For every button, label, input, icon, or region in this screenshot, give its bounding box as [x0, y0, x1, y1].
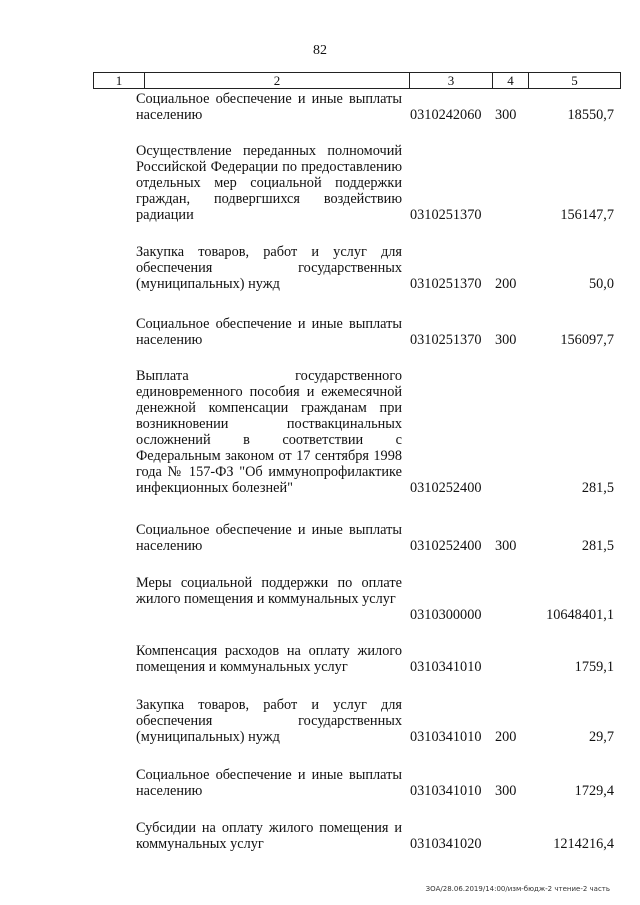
- row-description: Социальное обеспечение и иные выплаты населению: [136, 522, 402, 554]
- row-code: 0310242060: [410, 107, 482, 123]
- row-description: Субсидии на оплату жилого помещения и коммунальных услуг: [136, 820, 402, 852]
- row-description: Меры социальной поддержки по оплате жилого помещения и коммунальных услуг: [136, 575, 402, 607]
- row-expense-type: 300: [495, 107, 517, 123]
- page-number: 82: [313, 43, 327, 58]
- row-code: 0310341010: [410, 783, 482, 799]
- row-code: 0310252400: [410, 480, 482, 496]
- row-amount: 1729,4: [574, 783, 614, 799]
- row-description: Социальное обеспечение и иные выплаты населению: [136, 91, 402, 123]
- column-header-5: 5: [529, 73, 621, 89]
- row-amount: 10648401,1: [546, 607, 614, 623]
- row-amount: 156097,7: [560, 332, 614, 348]
- row-amount: 156147,7: [560, 207, 614, 223]
- row-amount: 50,0: [588, 276, 614, 292]
- row-description: Компенсация расходов на оплату жилого помещения и коммунальных услуг: [136, 643, 402, 675]
- row-code: 0310251370: [410, 207, 482, 223]
- row-description: Закупка товаров, работ и услуг для обеспечения государственных (муниципальных) нужд: [136, 697, 402, 745]
- row-amount: 281,5: [581, 480, 614, 496]
- row-code: 0310252400: [410, 538, 482, 554]
- column-header-4: 4: [493, 73, 529, 89]
- row-expense-type: 300: [495, 783, 517, 799]
- row-description: Осуществление переданных полномочий Российской Федерации по предоставлению отдельных мер социальной поддержки граждан, подвергшихся воздействию радиации: [136, 143, 402, 223]
- row-expense-type: 300: [495, 332, 517, 348]
- row-code: 0310251370: [410, 332, 482, 348]
- row-description: Выплата государственного единовременного пособия и ежемесячной денежной компенсации гражданам при возникновении поствакцинальных осложнений в соответствии с Федеральным законом от 17 сентября 1998 года № 157-ФЗ "Об иммунопрофилактике инфекционных болезней": [136, 368, 402, 496]
- column-header-2: 2: [145, 73, 410, 89]
- row-amount: 1759,1: [574, 659, 614, 675]
- row-description: Закупка товаров, работ и услуг для обеспечения государственных (муниципальных) нужд: [136, 244, 402, 292]
- column-header-3: 3: [410, 73, 493, 89]
- row-amount: 1214216,4: [553, 836, 614, 852]
- row-code: 0310341010: [410, 729, 482, 745]
- column-header-1: 1: [94, 73, 145, 89]
- row-expense-type: 200: [495, 276, 517, 292]
- row-code: 0310341020: [410, 836, 482, 852]
- row-expense-type: 300: [495, 538, 517, 554]
- document-footer-stamp: ЗОА/28.06.2019/14:00/изм-бюдж-2 чтение-2 часть: [425, 885, 610, 893]
- row-code: 0310300000: [410, 607, 482, 623]
- row-expense-type: 200: [495, 729, 517, 745]
- row-description: Социальное обеспечение и иные выплаты населению: [136, 767, 402, 799]
- row-amount: 29,7: [588, 729, 614, 745]
- row-description: Социальное обеспечение и иные выплаты населению: [136, 316, 402, 348]
- row-amount: 281,5: [581, 538, 614, 554]
- row-amount: 18550,7: [567, 107, 614, 123]
- row-code: 0310341010: [410, 659, 482, 675]
- row-code: 0310251370: [410, 276, 482, 292]
